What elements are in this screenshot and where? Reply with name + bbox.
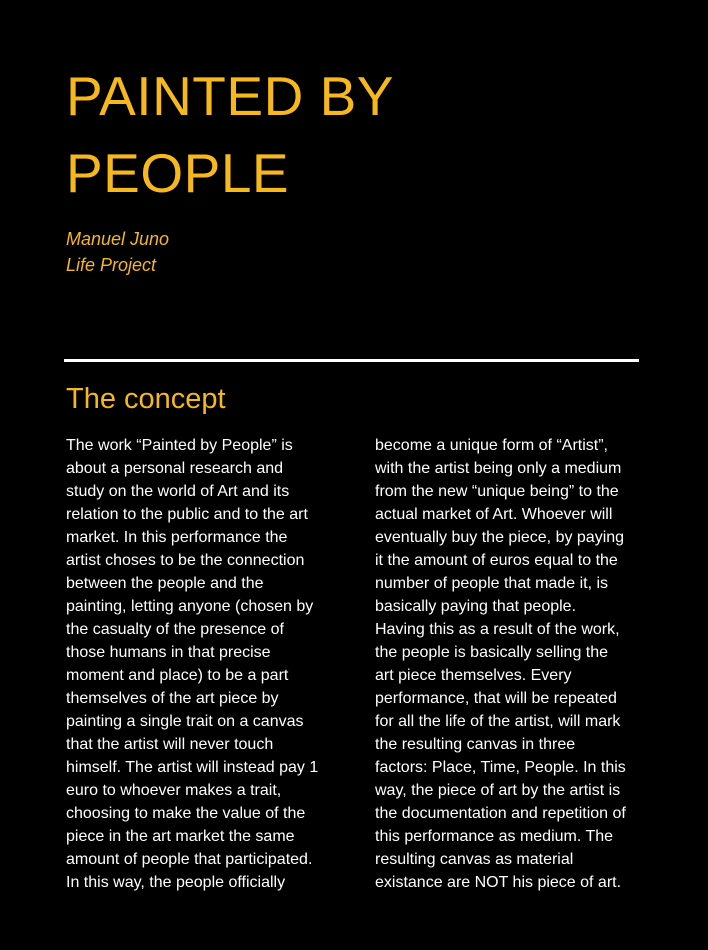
section-divider (64, 359, 639, 362)
page-title (66, 58, 626, 212)
project-name: Life Project (66, 255, 157, 275)
body-line: between the people and the (66, 575, 264, 592)
body-line: himself. The artist will instead pay 1 (66, 759, 319, 776)
body-line: market. In this performance the (66, 529, 288, 546)
body-line: study on the world of Art and its (66, 483, 290, 500)
body-line: existance are NOT his piece of art. (375, 874, 622, 891)
body-line: it the amount of euros equal to the (375, 552, 618, 569)
body-line: themselves of the art piece by (66, 690, 279, 707)
body-line: the people is basically selling the (375, 644, 609, 661)
body-line: number of people that made it, is (375, 575, 609, 592)
body-line: this performance as medium. The (375, 828, 614, 845)
body-line: painting a single trait on a canvas (66, 713, 304, 730)
body-line: painting, letting anyone (chosen by (66, 598, 314, 615)
body-line: piece in the art market the same (66, 828, 295, 845)
body-column-right (375, 434, 655, 894)
body-line: In this way, the people officially (66, 874, 286, 891)
body-line: that the artist will never touch (66, 736, 274, 753)
body-line: Having this as a result of the work, (375, 621, 620, 638)
body-line: artist choses to be the connection (66, 552, 305, 569)
body-line: resulting canvas as material (375, 851, 574, 868)
body-line: the documentation and repetition of (375, 805, 626, 822)
body-line: relation to the public and to the art (66, 506, 308, 523)
title-line-2: PEOPLE (66, 142, 290, 204)
title-line-1: PAINTED BY (66, 65, 394, 127)
body-column-left (66, 434, 346, 894)
body-line: choosing to make the value of the (66, 805, 306, 822)
body-line: art piece themselves. Every (375, 667, 572, 684)
body-line: eventually buy the piece, by paying (375, 529, 625, 546)
body-line: basically paying that people. (375, 598, 577, 615)
body-line: The work “Painted by People” is (66, 437, 293, 454)
byline (66, 226, 169, 278)
body-line: about a personal research and (66, 460, 284, 477)
body-line: amount of people that participated. (66, 851, 313, 868)
body-line: performance, that will be repeated (375, 690, 617, 707)
body-line: the casualty of the presence of (66, 621, 284, 638)
body-line: way, the piece of art by the artist is (375, 782, 621, 799)
body-line: from the new “unique being” to the (375, 483, 619, 500)
body-line: factors: Place, Time, People. In this (375, 759, 626, 776)
body-line: the resulting canvas in three (375, 736, 576, 753)
body-line: actual market of Art. Whoever will (375, 506, 613, 523)
body-line: euro to whoever makes a trait, (66, 782, 282, 799)
section-heading: The concept (66, 383, 226, 415)
body-line: moment and place) to be a part (66, 667, 289, 684)
body-line: become a unique form of “Artist”, (375, 437, 608, 454)
body-line: for all the life of the artist, will mark (375, 713, 621, 730)
body-line: with the artist being only a medium (375, 460, 622, 477)
author-name: Manuel Juno (66, 229, 170, 249)
body-line: those humans in that precise (66, 644, 271, 661)
